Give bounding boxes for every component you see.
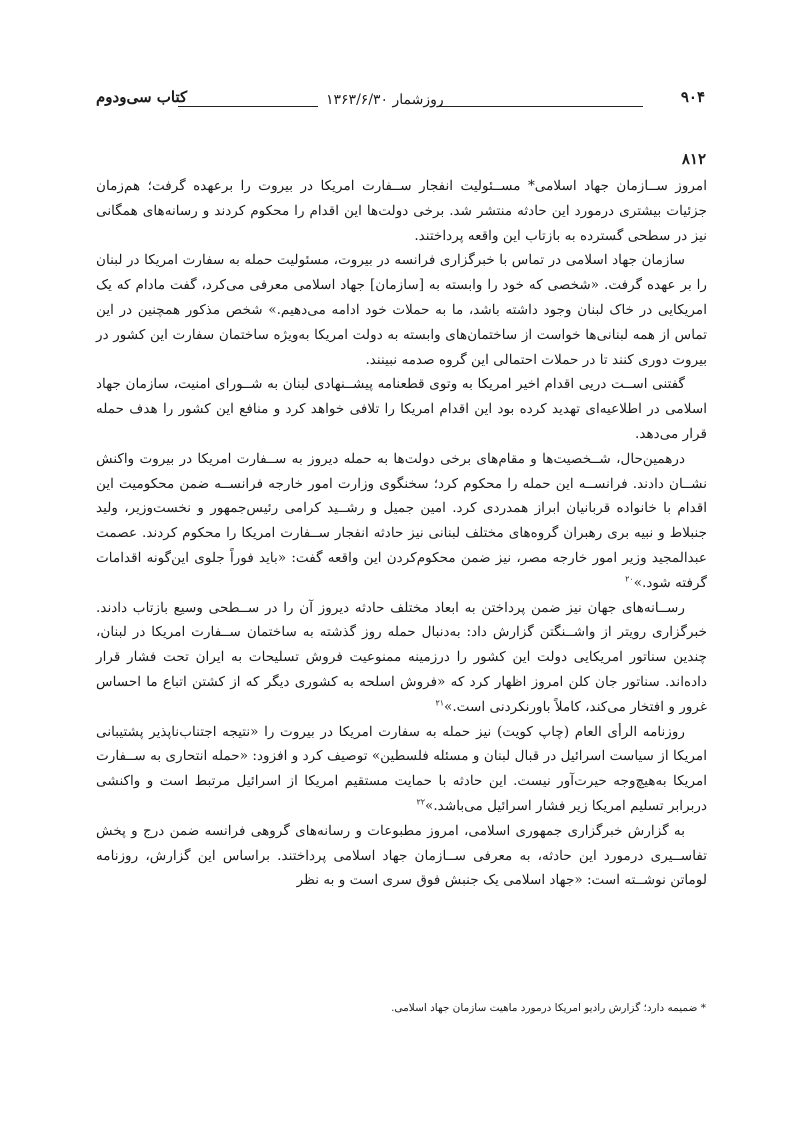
header-rule-left [178,106,318,107]
paragraph-7: به گزارش خبرگزاری جمهوری اسلامی، امروز مطبوعات و رسانه‌های گروهی فرانسه ضمن درج و پخش تفاســیری درمورد این حادثه، به معرفی ســازمان جهاد اسلامی پرداختند. براساس این گزارش، روزنامه لوماتن نوشــته است: «جهاد اسلامی یک جنبش فوق سری است و به نظر [96,822,707,889]
paragraph-5-text: رســانه‌های جهان نیز ضمن پرداختن به ابعاد مختلف حادثه دیروز آن را در ســطحی وسیع بازتاب دادند. خبرگزاری رویتر از واشــنگتن گزارش داد: به‌دنبال حمله روز گذشته به ساختمان ســفارت امریکا در لبنان، چندین سناتور امریکایی دولت این کشور را درزمینه ممنوعیت فروش تسلیحات به ایران تحت فشار قرار داده‌اند. سناتور جان کلن امروز اظهار کرد که «فروش اسلحه به کشوری دیگر که از کشتن اتباع ما احساس غرور و افتخار می‌کند، کاملاً باورنکردنی است.» [96,599,707,715]
header-rule-right [438,106,643,107]
paragraph-6-text: روزنامه الرأی العام (چاپ کویت) نیز حمله به سفارت امریکا در بیروت را «نتیجه اجتناب‌ناپذیر پشتیبانی امریکا از سیاست اسرائیل در قبال لبنان و مسئله فلسطین» توصیف کرد و افزود: «حمله انتحاری به ســفارت امریکا به‌هیچ‌وجه حیرت‌آور نیست. این حادثه با حمایت مستقیم امریکا از اسرائیل مرتبط است و واکنشی دربرابر تسلیم امریکا زیر فشار اسرائیل می‌باشد.» [96,723,707,814]
footnote: * ضمیمه دارد؛ گزارش رادیو امریکا درمورد ماهیت سازمان جهاد اسلامی. [391,1002,706,1014]
paragraph-3: گفتنی اســت دریی اقدام اخیر امریکا به وتوی قطعنامه پیشــنهادی لبنان به شــورای امنیت، سازمان جهاد اسلامی در اطلاعیه‌ای تهدید کرده بود این اقدام امریکا را تلافی خواهد کرد و منافع این کشور را هدف حمله قرار می‌دهد. [96,376,707,442]
footnote-ref-20: ۲۰ [625,574,634,584]
running-header [96,88,705,118]
book-title: کتاب سی‌ودوم [96,88,188,106]
paragraph-5 [96,596,707,720]
paragraph-6 [96,720,707,819]
body-text [96,174,707,893]
paragraph-2: سازمان جهاد اسلامی در تماس با خبرگزاری فرانسه در بیروت، مسئولیت حمله به سفارت امریکا در لبنان را بر عهده گرفت. «شخصی که خود را وابسته به [سازمان] جهاد اسلامی معرفی می‌کرد، گفت مادام که یک امریکایی در خاک لبنان وجود داشته باشد، ما به حملات خود ادامه می‌دهیم.» شخص مذکور همچنین در این تماس از همه لبنانی‌ها خواست از ساختمان‌های وابسته به دولت امریکا به‌ویژه ساختمان سفارت این کشور در بیروت دوری کنند تا در حملات احتمالی این گروه صدمه نبینند. [96,252,707,368]
page-number: ۹۰۴ [680,88,705,106]
header-date: روزشمار ۱۳۶۳/۶/۳۰ [326,92,444,108]
paragraph-4 [96,447,707,596]
entry-number: ۸۱۲ [681,150,706,168]
paragraph-4-text: درهمین‌حال، شــخصیت‌ها و مقام‌های برخی دولت‌ها به حمله دیروز به ســفارت امریکا در بیروت واکنش نشــان دادند. فرانســه این حمله را محکوم کرد؛ سخنگوی وزارت امور خارجه فرانســه ضمن محکومیت این اقدام با خانواده قربانیان ابراز همدردی کرد. امین جمیل و رشــید کرامی رئیس‌جمهور و نخست‌وزیر، ولید جنبلاط و نبیه بری رهبران گروه‌های مختلف لبنانی نیز حادثه انفجار ســفارت امریکا را محکوم کردند. عصمت عبدالمجید وزیر امور خارجه مصر، نیز ضمن محکوم‌کردن این واقعه گفت: «باید فوراً جلوی این‌گونه اقدامات گرفته شود.» [96,450,707,591]
paragraph-1: امروز ســازمان جهاد اسلامی* مســئولیت انفجار ســفارت امریکا در بیروت را برعهده گرفت؛ هم‌زمان جزئیات بیشتری درمورد این حادثه منتشر شد. برخی دولت‌ها این اقدام را محکوم کردند و رسانه‌های همگانی نیز در سطحی گسترده به بازتاب این واقعه پرداختند. [96,178,707,244]
footnote-ref-21: ۲۱ [435,698,445,708]
footnote-ref-22: ۲۲ [416,797,426,807]
